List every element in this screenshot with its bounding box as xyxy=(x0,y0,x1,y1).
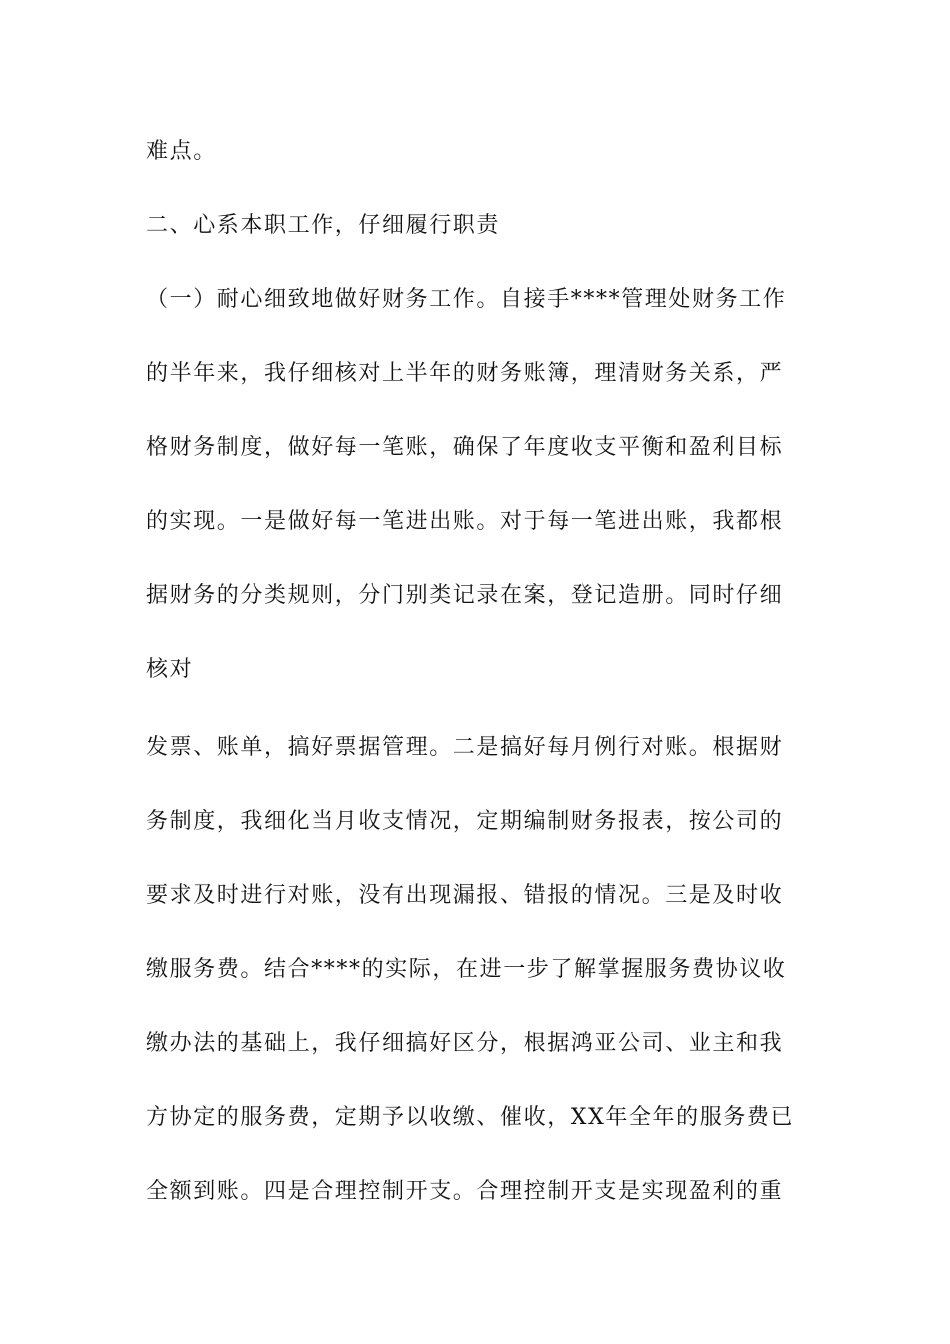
text-line: 缴办法的基础上，我仔细搞好区分，根据鸿亚公司、业主和我 xyxy=(146,1031,784,1056)
text-line: 的实现。一是做好每一笔进出账。对于每一笔进出账，我都根 xyxy=(146,509,784,534)
text-line: 要求及时进行对账，没有出现漏报、错报的情况。三是及时收 xyxy=(146,883,784,908)
section-heading: 二、心系本职工作，仔细履行职责 xyxy=(146,213,501,238)
text-line: 难点。 xyxy=(146,139,217,164)
text-line: 发票、账单，搞好票据管理。二是搞好每月例行对账。根据财 xyxy=(146,735,784,760)
text-line: 格财务制度，做好每一笔账，确保了年度收支平衡和盈利目标 xyxy=(146,435,784,460)
text-line: 方协定的服务费，定期予以收缴、催收，XX年全年的服务费已 xyxy=(146,1105,795,1130)
text-line: （一）耐心细致地做好财务工作。自接手****管理处财务工作 xyxy=(146,287,787,312)
text-line: 缴服务费。结合****的实际，在进一步了解掌握服务费协议收 xyxy=(146,957,787,982)
text-line: 的半年来，我仔细核对上半年的财务账簿，理清财务关系，严 xyxy=(146,361,784,386)
text-line: 务制度，我细化当月收支情况，定期编制财务报表，按公司的 xyxy=(146,809,784,834)
text-line: 核对 xyxy=(146,657,194,682)
text-line: 全额到账。四是合理控制开支。合理控制开支是实现盈利的重 xyxy=(146,1179,784,1204)
text-line: 据财务的分类规则，分门别类记录在案，登记造册。同时仔细 xyxy=(146,583,784,608)
